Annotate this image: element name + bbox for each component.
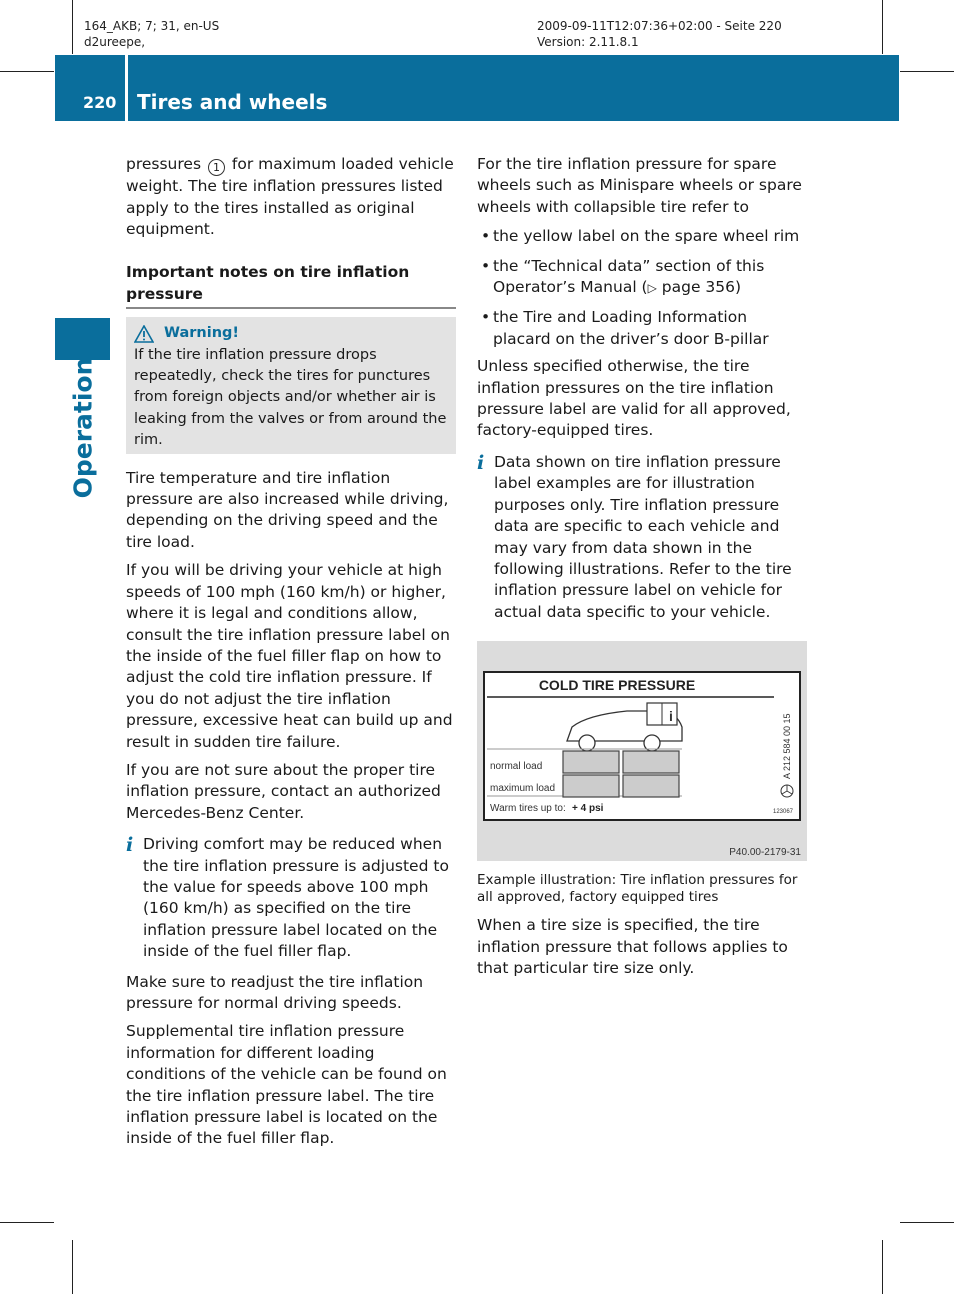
warm-tires-value: + 4 psi xyxy=(572,803,604,815)
page-number: 220 xyxy=(83,93,117,112)
bullet: • xyxy=(481,308,491,327)
left-column xyxy=(126,154,456,1157)
paragraph: If you are not sure about the proper tire inflation pressure, contact an authorized Mercedes-Benz Center. xyxy=(126,760,441,822)
text-run: pressures xyxy=(126,155,206,173)
paragraph: Supplemental tire inflation pressure information for different loading conditions of the vehicle can be found on the tire inflation pressure label. The tire inflation pressure label is located on the inside of the fuel filler flap. xyxy=(126,1022,447,1148)
paragraph: Tire temperature and tire inflation pressure are also increased while driving, depending on the driving speed and the tire load. xyxy=(126,468,449,551)
info-note xyxy=(126,834,456,962)
callout-number: 1 xyxy=(208,159,225,176)
paragraph: For the tire inflation pressure for spare wheels such as Minispare wheels or spare wheels with collapsible tire refer to xyxy=(477,155,802,216)
warning-text: If the tire inflation pressure drops repeatedly, check the tires for punctures from foreign objects and/or whether air is leaking from the valves or from around the rim. xyxy=(134,346,447,449)
warning-box xyxy=(126,317,456,453)
paragraph: If you will be driving your vehicle at high speeds of 100 mph (160 km/h) or higher, where it is legal and conditions allow, consult the tire inflation pressure label on the inside of the fuel filler flap on how to adjust the cold tire inflation pressure. If you do not adjust the tire inflation pressure, excessive heat can build up and result in sudden tire failure. xyxy=(126,561,453,751)
list-item xyxy=(477,256,807,300)
header-divider xyxy=(125,55,128,121)
list-item xyxy=(477,226,807,247)
crop-mark xyxy=(72,1240,73,1294)
bullet: • xyxy=(481,256,491,275)
crop-mark xyxy=(882,0,883,54)
label-part-number: A 212 584 00 15 xyxy=(782,713,792,780)
page-header xyxy=(55,55,899,121)
pressure-cell xyxy=(563,775,619,797)
warm-tires-label: Warm tires up to: xyxy=(490,803,566,815)
bullet: • xyxy=(481,227,491,246)
row-label-maximum-load: maximum load xyxy=(490,783,556,795)
crop-mark xyxy=(0,1222,54,1223)
list-item xyxy=(477,307,807,350)
warning-triangle-icon xyxy=(134,325,154,343)
tire-pressure-label-figure xyxy=(477,641,807,861)
crop-mark xyxy=(0,71,54,72)
paragraph: When a tire size is specified, the tire inflation pressure that follows applies to that particular tire size only. xyxy=(477,916,788,977)
print-meta-left xyxy=(84,18,219,50)
crop-mark xyxy=(900,1222,954,1223)
side-tab-marker xyxy=(55,318,110,360)
figure-caption: Example illustration: Tire inflation pressures for all approved, factory equipped tires xyxy=(477,872,798,906)
warning-header xyxy=(134,323,448,344)
crop-mark xyxy=(72,0,73,54)
row-label-normal-load: normal load xyxy=(490,761,543,773)
info-icon: i xyxy=(126,834,134,857)
meta-doc-code: d2ureepe, xyxy=(84,35,146,49)
text-run: for maximum loaded vehicle weight. The tire inflation pressures listed apply to the tires installed as original equipment. xyxy=(126,155,454,239)
label-small-code: 123067 xyxy=(773,809,794,816)
meta-doc-id: 164_AKB; 7; 31, en-US xyxy=(84,19,220,33)
meta-version: Version: 2.11.8.1 xyxy=(537,35,639,49)
paragraph xyxy=(126,154,456,240)
info-text: Driving comfort may be reduced when the tire inflation pressure is adjusted to the value for speeds above 100 mph (160 km/h) as specified on the tire inflation pressure label located on the inside of the fuel filler flap. xyxy=(143,835,449,961)
page-ref-arrow-icon: ▷ xyxy=(647,281,657,296)
warning-title: Warning! xyxy=(164,325,240,342)
page-reference: page 356) xyxy=(656,278,742,297)
paragraph: Unless specified otherwise, the tire inflation pressures on the tire inflation pressure label are valid for all approved, factory-equipped tires. xyxy=(477,357,791,440)
list-item-text: the yellow label on the spare wheel rim xyxy=(493,227,800,246)
print-meta-right xyxy=(537,18,782,50)
list-item-text: the Tire and Loading Information placard on the driver’s door B-pillar xyxy=(493,308,769,348)
pressure-cell xyxy=(563,751,619,773)
side-chapter-text: Operation xyxy=(68,357,98,499)
paragraph: Make sure to readjust the tire inflation pressure for normal driving speeds. xyxy=(126,972,424,1013)
label-title: COLD TIRE PRESSURE xyxy=(538,677,696,694)
tire-pressure-label-illustration xyxy=(477,641,807,861)
meta-timestamp: 2009-09-11T12:07:36+02:00 - Seite 220 xyxy=(537,19,782,33)
side-chapter-label xyxy=(61,357,105,499)
pressure-cell xyxy=(623,775,679,797)
pressure-cell xyxy=(623,751,679,773)
figure-reference-code: P40.00-2179-31 xyxy=(729,847,801,859)
info-icon: i xyxy=(477,451,485,474)
info-note xyxy=(477,452,807,623)
crop-mark xyxy=(900,71,954,72)
bullet-list xyxy=(477,226,807,350)
manual-info-icon: i xyxy=(669,708,673,725)
info-text: Data shown on tire inflation pressure label examples are for illustration purposes only. Tire inflation pressure data are specific to each vehicle and may vary from data shown in the following illustrations. Refer to the tire inflation pressure label on vehicle for actual data specific to your vehicle. xyxy=(494,452,792,621)
crop-mark xyxy=(882,1240,883,1294)
section-title: Tires and wheels xyxy=(137,90,328,114)
list-item-text: the “Technical data” section of this Operator’s Manual ( xyxy=(493,256,765,297)
subsection-heading: Important notes on tire inflation pressure xyxy=(126,262,456,309)
right-column xyxy=(477,154,807,986)
